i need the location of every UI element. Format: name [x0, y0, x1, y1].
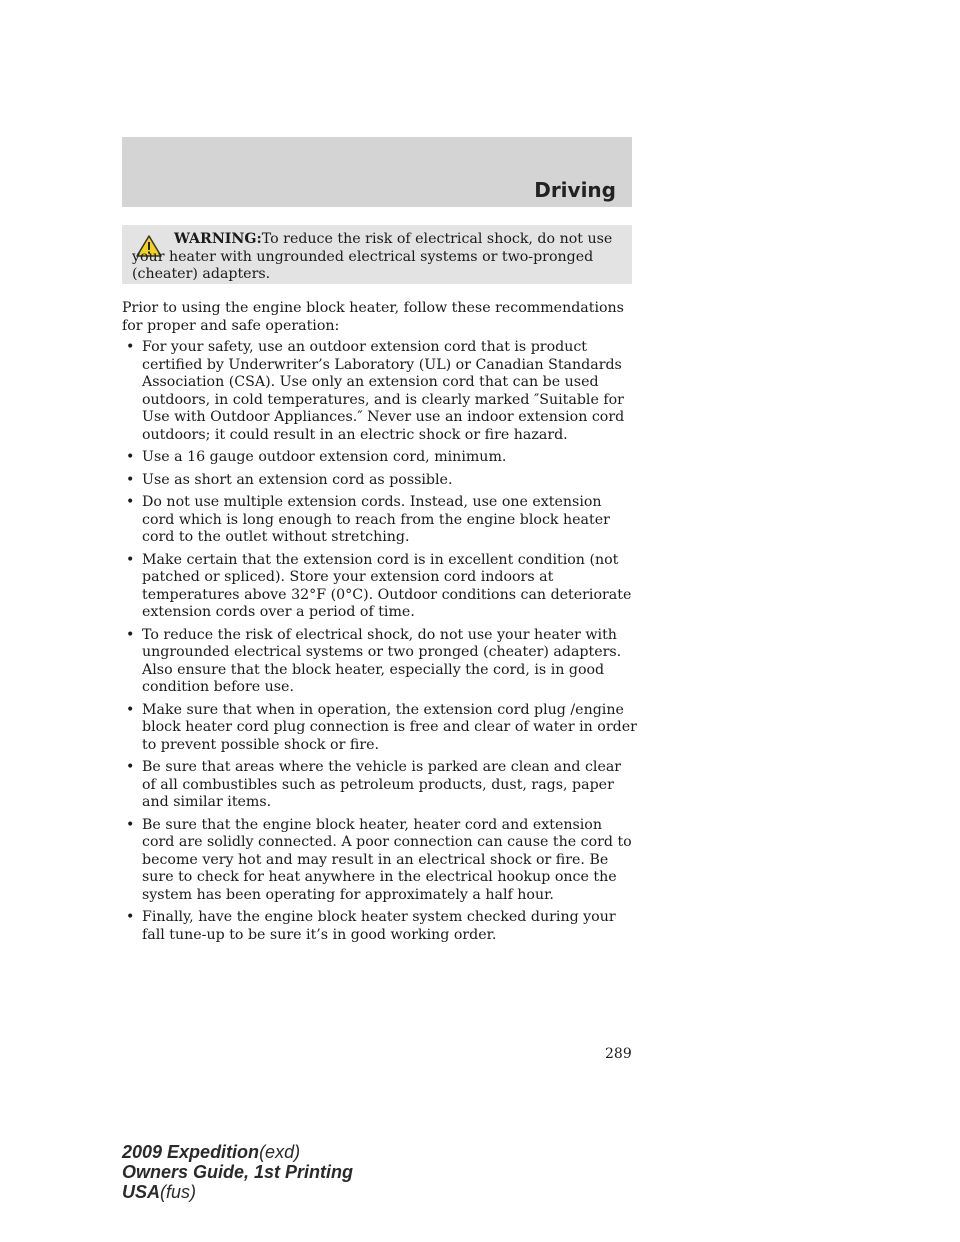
list-item-text: Be sure that the engine block heater, heater cord and extension cord are solidly connected. A poor connection can cause the cord to become very hot and may result in an electrical shock or fire. Be sure to check for heat anywhere in the electrical hookup once the system has been operating for approximately a half hour. — [142, 816, 632, 903]
bullet-icon: • — [126, 551, 135, 568]
intro-paragraph: Prior to using the engine block heater, follow these recommendations for proper and safe operation: — [122, 300, 624, 334]
list-item — [122, 472, 637, 490]
footer-line-2 — [122, 1162, 353, 1182]
list-item — [122, 339, 637, 444]
bullet-icon: • — [126, 339, 135, 355]
warning-box — [122, 225, 632, 284]
bullet-icon: • — [126, 449, 135, 465]
footer-market: USA — [122, 1182, 161, 1202]
list-item-text: To reduce the risk of electrical shock, do not use your heater with ungrounded electrical systems or two pronged (cheater) adapters. Also ensure that the block heater, especially the cord, is in good condition before use. — [142, 626, 622, 695]
list-item-text: For your safety, use an outdoor extension cord that is product certified by Underwriter’s Laboratory (UL) or Canadian Standards Association (CSA). Use only an extension cord that can be used outdoors, in cold temperatures, and is clearly marked ″Suitable for Use with Outdoor Appliances.″ Never use an indoor extension cord outdoors; it could result in an electric shock or fire hazard. — [142, 339, 625, 443]
warning-body: To reduce the risk of electrical shock, do not use your heater with ungrounded electrical systems or two-pronged (cheater) adapters. — [132, 231, 613, 282]
list-item — [122, 627, 637, 697]
list-item-text: Use as short an extension cord as possible. — [142, 471, 453, 488]
main-content — [122, 300, 637, 949]
list-item — [122, 449, 637, 467]
section-header-band — [122, 137, 632, 207]
warning-label: WARNING: — [174, 231, 262, 247]
bullet-icon: • — [126, 701, 135, 718]
bullet-icon: • — [126, 626, 135, 643]
list-item — [122, 494, 637, 547]
list-item — [122, 552, 637, 622]
page-number: 289 — [605, 1046, 632, 1062]
bullet-icon: • — [126, 909, 135, 925]
footer-line-3 — [122, 1182, 353, 1202]
footer-market-code: (fus) — [160, 1182, 197, 1202]
bullet-icon: • — [126, 759, 135, 775]
list-item-text: Make certain that the extension cord is in excellent condition (not patched or spliced). Store your extension cord indoors at temperatures above 32°F (0°C). Outdoor conditions can deteriorate extension cords over a period of time. — [142, 551, 632, 620]
list-item — [122, 817, 637, 905]
recommendation-list — [122, 339, 637, 944]
bullet-icon: • — [126, 494, 135, 510]
footer-printing: Owners Guide, 1st Printing — [122, 1162, 354, 1182]
document-footer — [122, 1142, 353, 1202]
list-item-text: Do not use multiple extension cords. Instead, use one extension cord which is long enough to reach from the engine block heater cord to the outlet without stretching. — [142, 494, 610, 545]
list-item — [122, 759, 637, 812]
footer-model: 2009 Expedition — [122, 1142, 260, 1162]
footer-model-code: (exd) — [259, 1142, 301, 1162]
bullet-icon: • — [126, 471, 135, 488]
section-title: Driving — [534, 178, 616, 202]
list-item-text: Finally, have the engine block heater system checked during your fall tune-up to be sure it’s in good working order. — [142, 909, 616, 943]
footer-line-1 — [122, 1142, 353, 1162]
warning-text — [132, 231, 627, 284]
list-item-text: Be sure that areas where the vehicle is parked are clean and clear of all combustibles such as petroleum products, dust, rags, paper and similar items. — [142, 759, 622, 810]
list-item — [122, 702, 637, 755]
bullet-icon: • — [126, 816, 135, 833]
list-item-text: Use a 16 gauge outdoor extension cord, minimum. — [142, 449, 507, 465]
list-item — [122, 909, 637, 944]
list-item-text: Make sure that when in operation, the extension cord plug /engine block heater cord plug connection is free and clear of water in order to prevent possible shock or fire. — [142, 701, 637, 753]
